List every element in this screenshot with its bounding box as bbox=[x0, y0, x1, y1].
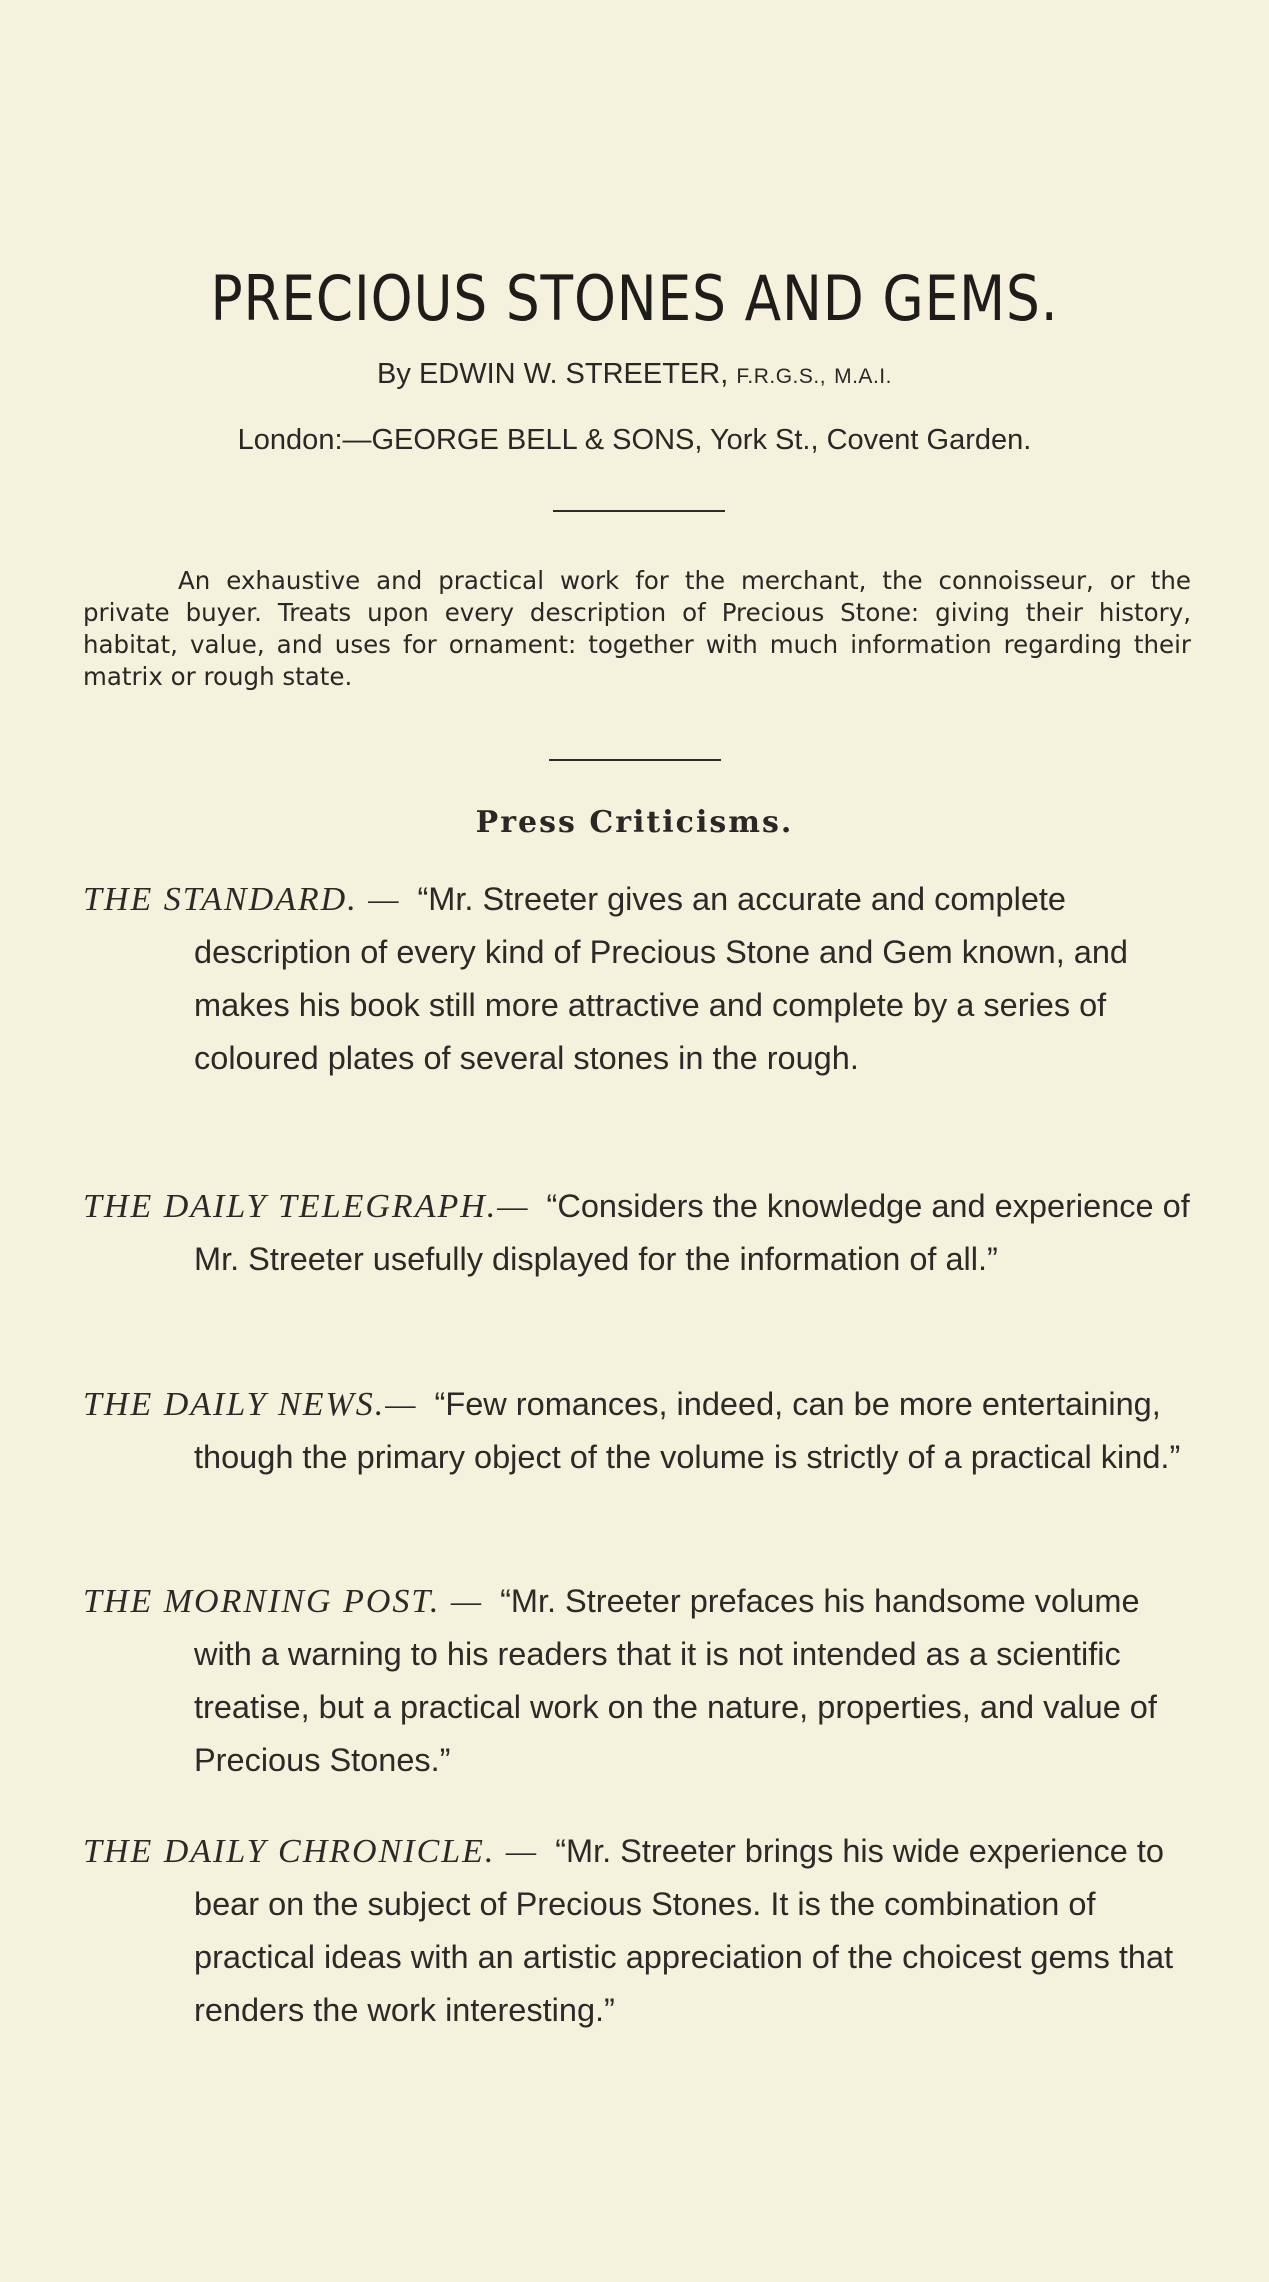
review-daily-news bbox=[83, 1378, 1193, 1484]
author-credentials-1: F.R.G.S., bbox=[736, 365, 827, 388]
review-quote: “Few romances, indeed, can be more entertaining, though the primary object of the volume is strictly of a practical kind.” bbox=[194, 1386, 1181, 1475]
review-standard bbox=[83, 873, 1193, 1085]
review-source: THE DAILY CHRONICLE. — bbox=[83, 1833, 539, 1870]
review-daily-chronicle bbox=[83, 1825, 1193, 2037]
review-source: THE MORNING POST. — bbox=[83, 1583, 484, 1620]
publisher-line bbox=[0, 424, 1269, 457]
byline-prefix: By bbox=[377, 358, 411, 390]
review-morning-post bbox=[83, 1575, 1193, 1787]
author-name: EDWIN W. STREETER, bbox=[418, 358, 729, 390]
review-quote: “Mr. Streeter brings his wide experience to bear on the subject of Precious Stones. It is the combination of practical ideas with an artistic appreciation of the choicest gems that renders the work interesting.” bbox=[194, 1833, 1174, 2028]
review-daily-telegraph bbox=[83, 1180, 1193, 1286]
review-source: THE STANDARD. — bbox=[83, 881, 401, 918]
review-source: THE DAILY TELEGRAPH.— bbox=[83, 1188, 530, 1225]
book-title: PRECIOUS STONES AND GEMS. bbox=[210, 262, 1059, 335]
publisher-address: York St., Covent Garden. bbox=[709, 424, 1032, 456]
press-criticisms-heading: Press Criticisms. bbox=[475, 805, 794, 840]
byline bbox=[0, 358, 1269, 391]
divider-rule bbox=[553, 510, 725, 512]
publisher-name: GEORGE BELL & SONS, bbox=[371, 424, 703, 456]
publisher-city: London:— bbox=[237, 424, 372, 456]
review-quote: “Mr. Streeter prefaces his handsome volume with a warning to his readers that it is not intended as a scientific treatise, but a practical work on the nature, properties, and value of Precious Stones.” bbox=[194, 1583, 1157, 1778]
author-credentials-2: M.A.I. bbox=[834, 365, 892, 388]
book-description: An exhaustive and practical work for the merchant, the connoisseur, or the private buyer. Treats upon every description of Precious Stone: giving their history, habitat, value, and uses for ornament: together with much information regarding their matrix or rough state. bbox=[83, 566, 1191, 691]
review-quote: “Mr. Streeter gives an accurate and complete description of every kind of Precious Stone and Gem known, and makes his book still more attractive and complete by a series of coloured plates of several stones in the rough. bbox=[194, 881, 1128, 1076]
review-source: THE DAILY NEWS.— bbox=[83, 1386, 418, 1423]
review-quote: “Considers the knowledge and experience of Mr. Streeter usefully displayed for the information of all.” bbox=[194, 1188, 1190, 1277]
divider-rule bbox=[549, 759, 721, 761]
